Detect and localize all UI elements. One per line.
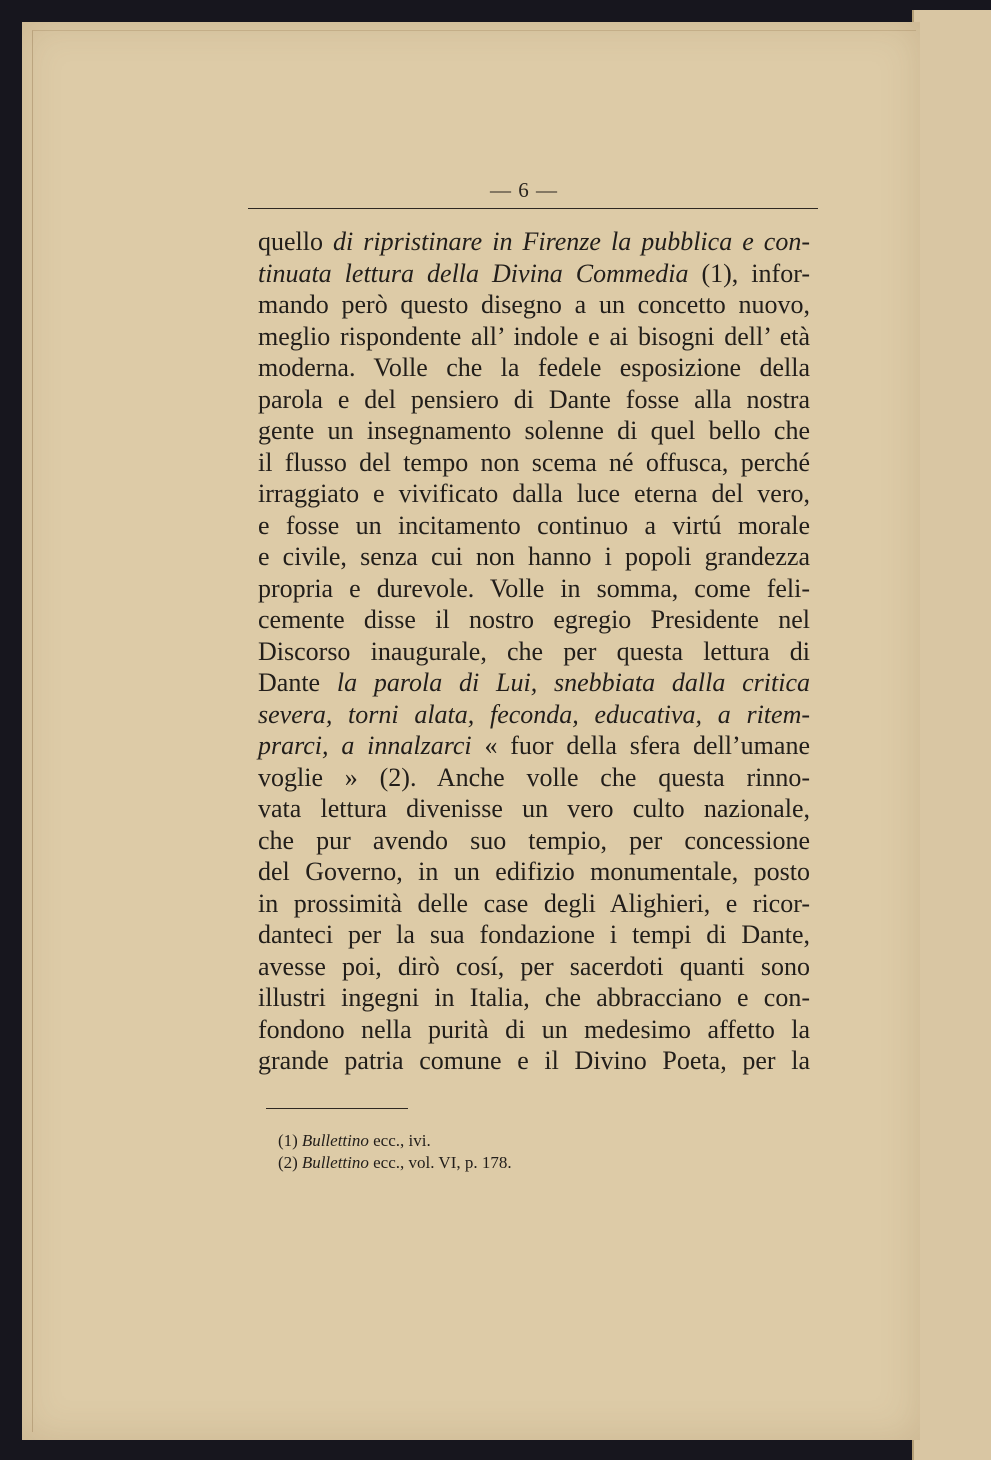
text-line (258, 415, 810, 447)
text-line (258, 856, 810, 888)
text-run: illustri ingegni in Italia, che abbracciano e con- (258, 983, 810, 1012)
text-run: meglio rispondente all’ indole e ai bisogni dell’ età (258, 321, 810, 351)
text-line (258, 762, 810, 794)
text-run: danteci per la sua fondazione i tempi di Dante, (258, 920, 810, 949)
text-run: moderna. Volle che la fedele esposizione della (258, 353, 810, 382)
footnote-title: Bullettino (301, 1131, 369, 1150)
footnote-marker: (1) (278, 1131, 298, 1150)
footnote-title: Bullettino (301, 1153, 369, 1172)
text-line (258, 352, 810, 384)
text-line (258, 825, 810, 857)
italic-text: prarci, a innalzarci (258, 731, 472, 760)
footnote-rule (266, 1108, 408, 1109)
footnote (278, 1152, 678, 1174)
text-line (258, 510, 810, 542)
text-run: Dante (258, 668, 337, 697)
text-run: vata lettura divenisse un vero culto nazionale, (258, 794, 810, 823)
text-run: il flusso del tempo non scema né offusca, perché (258, 447, 810, 477)
text-run: quello (258, 227, 334, 256)
text-run: irraggiato e vivificato dalla luce eterna del vero, (258, 479, 810, 508)
text-run: e fosse un incitamento continuo a virtú morale (258, 510, 810, 540)
text-line (258, 258, 810, 290)
footnote-text: ecc., ivi. (368, 1131, 431, 1150)
italic-text: tinuata lettura della Divina Commedia (258, 258, 689, 288)
footnotes (278, 1130, 678, 1174)
text-line (258, 384, 810, 416)
text-line (258, 699, 810, 731)
text-line (258, 951, 810, 983)
footnote-marker: (2) (278, 1153, 298, 1172)
text-line (258, 919, 810, 951)
text-line (258, 982, 810, 1014)
text-line (258, 573, 810, 605)
text-run: del Governo, in un edifizio monumentale, posto (258, 857, 810, 886)
footnote (278, 1130, 678, 1152)
text-run: voglie » (2). Anche volle che questa rinno- (258, 762, 810, 792)
text-line (258, 447, 810, 479)
text-run: parola e del pensiero di Dante fosse alla nostra (258, 384, 810, 414)
text-line (258, 478, 810, 510)
text-run: mando però questo disegno a un concetto nuovo, (258, 290, 810, 319)
text-run: propria e durevole. Volle in somma, come feli- (258, 573, 810, 603)
text-line (258, 604, 810, 636)
book-page (22, 22, 920, 1440)
text-line (258, 793, 810, 825)
text-line (258, 321, 810, 353)
page-number: — 6 — (490, 178, 558, 202)
text-run: « fuor della sfera dell’umane (471, 731, 810, 760)
text-line (258, 636, 810, 668)
text-line (258, 667, 810, 699)
text-run: che pur avendo suo tempio, per concessione (258, 825, 810, 855)
text-line (258, 226, 810, 258)
text-run: grande patria comune e il Divino Poeta, per la (258, 1046, 810, 1075)
text-line (258, 1014, 810, 1046)
text-line (258, 289, 810, 321)
text-run: Discorso inaugurale, che per questa lettura di (258, 636, 810, 666)
header-rule (248, 208, 818, 209)
text-run: e civile, senza cui non hanno i popoli grandezza (258, 542, 810, 571)
body-text (258, 226, 810, 1077)
text-run: (1), infor- (688, 258, 810, 288)
italic-text: di ripristinare in Firenze la pubblica e con- (333, 227, 810, 256)
italic-text: la parola di Lui, snebbiata dalla critica (336, 668, 810, 697)
footnote-text: ecc., vol. VI, p. 178. (368, 1153, 512, 1172)
text-line (258, 541, 810, 573)
text-line (258, 730, 810, 762)
text-line (258, 1045, 810, 1077)
text-line (258, 888, 810, 920)
text-run: gente un insegnamento solenne di quel bello che (258, 416, 810, 445)
italic-text: severa, torni alata, feconda, educativa, a ritem- (258, 699, 810, 729)
text-run: avesse poi, dirò cosí, per sacerdoti quanti sono (258, 951, 810, 981)
facing-page-edge (912, 10, 991, 1460)
text-run: in prossimità delle case degli Alighieri, e ricor- (258, 888, 810, 918)
text-run: cemente disse il nostro egregio Presidente nel (258, 605, 810, 634)
text-run: fondono nella purità di un medesimo affetto la (258, 1014, 810, 1044)
